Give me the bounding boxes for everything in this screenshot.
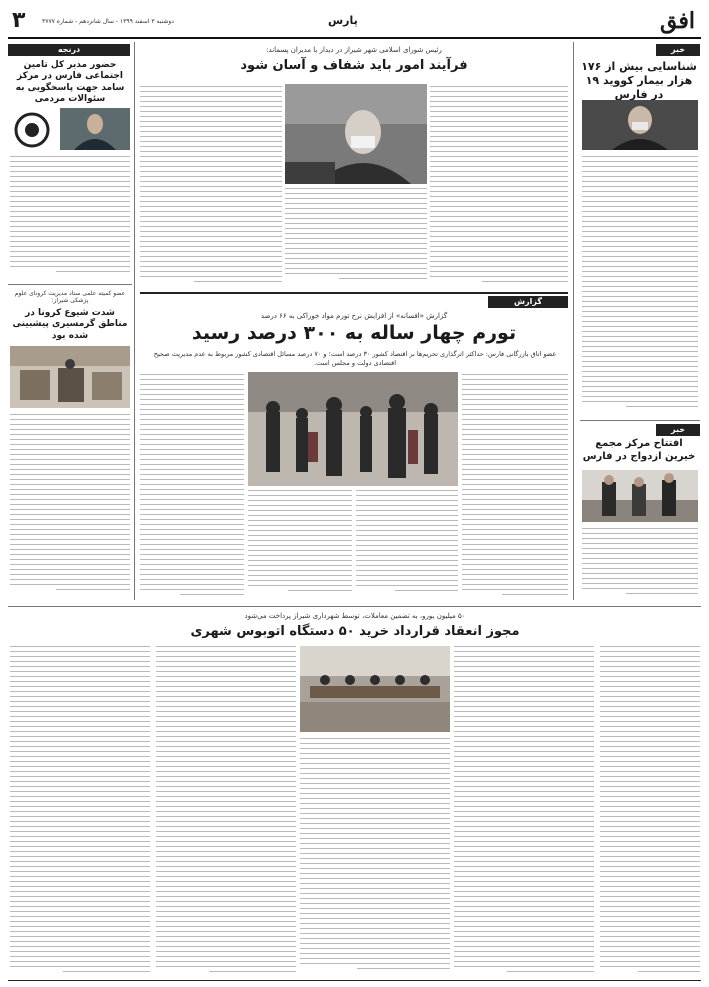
left-headline: حضور مدیر کل تامین اجتماعی فارس در مرکز سامد جهت پاسخگویی به سئوالات مردمی [15, 60, 125, 104]
market-photo [10, 346, 130, 408]
bottom-body-col5 [10, 646, 150, 976]
report-headline: تورم چهار ساله به ۳۰۰ درصد رسید [191, 322, 517, 344]
left-tag: درنجه [8, 44, 130, 56]
section-divider [8, 606, 701, 607]
center-top-body-right [430, 86, 568, 286]
right-article-body-2 [582, 528, 698, 600]
right-mid-headline: افتتاح مرکز مجمع خیرین ازدواج در فارس [582, 438, 696, 462]
report-subhead: عضو اتاق بازرگانی فارس: حداکثر اثرگذاری تحریم‌ها بر اقتصاد کشور ۳۰ درصد است؛ و ۷۰ درصد مسائل اقتصادی کشور مربوط به عدم مدیریت صحیح اقتصادی دولت و مجلس است. [153, 350, 557, 368]
news-tag-2: خبر [656, 424, 700, 436]
council-meeting-photo [285, 84, 427, 184]
bottom-body-col3 [300, 738, 450, 976]
report-body-col3 [248, 490, 352, 600]
newspaper-logo: افق [660, 8, 695, 34]
section-title: پارس [328, 14, 358, 27]
center-top-headline: فرآیند امور باید شفاف و آسان شود [240, 58, 468, 73]
right-article-body [582, 156, 698, 416]
issue-date-line: دوشنبه ۳ اسفند ۱۳۹۹ - سال شانزدهم - شماره ۳۷۷۷ [42, 18, 174, 25]
page-number: ۳ [12, 8, 26, 33]
news-tag: خبر [656, 44, 700, 56]
center-top-kicker: رئیس شورای اسلامی شهر شیراز در دیدار با مدیران پسماند: [266, 46, 442, 54]
report-kicker: گزارش «افسانه» از افزایش نرخ تورم مواد خوراکی به ۶۶ درصد [260, 312, 448, 320]
left-headline-2: شدت شیوع کرونا در مناطق گرمسیری پیشبینی شده بود [12, 308, 128, 341]
council-session-photo [300, 646, 450, 732]
bottom-headline: مجوز انعقاد قرارداد خرید ۵۰ دستگاه اتوبوس شهری [190, 624, 520, 639]
left-article-body [10, 156, 130, 280]
right-top-headline: شناسایی بیش از ۱۷۶ هزار بیمار کووید ۱۹ در فارس [581, 60, 697, 101]
director-photo [60, 108, 130, 150]
header-divider [8, 37, 701, 39]
page-header [8, 8, 701, 36]
column-divider [134, 42, 135, 600]
organization-emblem-icon [10, 110, 54, 150]
page-bottom-rule [8, 980, 701, 981]
ceremony-photo [582, 470, 698, 522]
left-article-body-2 [10, 414, 130, 600]
bottom-kicker: ۵۰ میلیون یورو، به تضمین معاملات، توسط شهرداری شیراز پرداخت می‌شود [244, 612, 466, 620]
report-top-rule [140, 292, 568, 294]
column-divider [573, 42, 574, 600]
report-body-col2 [356, 490, 458, 600]
street-crowd-photo [248, 372, 458, 486]
left-kicker-2: عضو کمیته علمی ستاد مدیریت کرونای علوم پزشکی شیراز: [14, 290, 126, 304]
official-portrait-photo [582, 100, 698, 150]
center-top-body-mid [285, 188, 427, 286]
bottom-body-col2 [454, 646, 594, 976]
bottom-body-col4 [156, 646, 296, 976]
report-body-col4 [140, 374, 244, 600]
right-column-divider [580, 420, 700, 421]
left-column-divider [8, 284, 132, 285]
report-tag: گزارش [488, 296, 568, 308]
bottom-body-col1 [600, 646, 700, 976]
center-top-body-left [140, 86, 282, 286]
report-body-col1 [462, 374, 568, 600]
